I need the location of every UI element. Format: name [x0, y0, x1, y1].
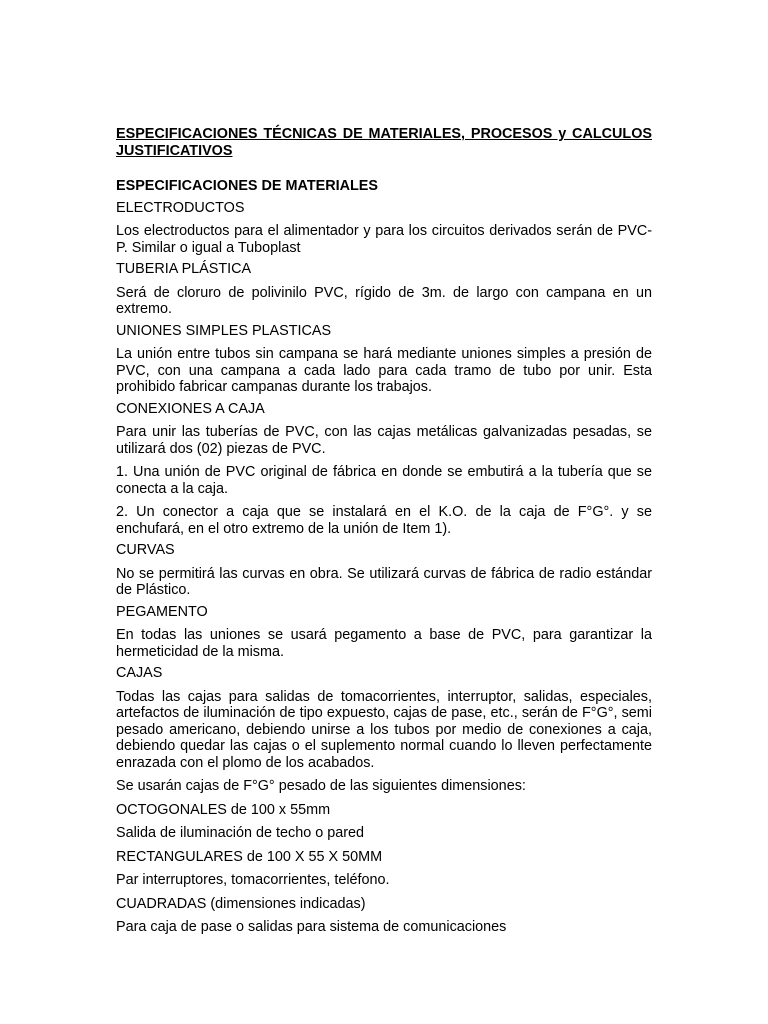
body-line: RECTANGULARES de 100 X 55 X 50MM — [116, 848, 383, 865]
section-heading: PEGAMENTO — [116, 603, 208, 620]
body-line: Par interruptores, tomacorrientes, teléfono. — [116, 872, 390, 888]
body-paragraph: En todas las uniones se usará pegamento a base de PVC, para garantizar la hermeticidad de la misma. — [116, 627, 652, 660]
section-title: ESPECIFICACIONES DE MATERIALES — [116, 178, 378, 194]
section-heading: UNIONES SIMPLES PLASTICAS — [116, 322, 332, 339]
document-body — [116, 126, 652, 936]
section-heading: TUBERIA PLÁSTICA — [116, 261, 252, 277]
document-blocks — [116, 200, 652, 936]
document-title: ESPECIFICACIONES TÉCNICAS DE MATERIALES, PROCESOS y CALCULOS JUSTIFICATIVOS — [116, 126, 652, 159]
body-line: Salida de iluminación de techo o pared — [116, 825, 365, 841]
body-line: Se usarán cajas de F°G° pesado de las siguientes dimensiones: — [116, 778, 526, 794]
section-heading: ELECTRODUCTOS — [116, 199, 245, 216]
body-line: CUADRADAS (dimensiones indicadas) — [116, 895, 366, 912]
body-line: Para caja de pase o salidas para sistema de comunicaciones — [116, 919, 507, 935]
section-heading: CAJAS — [116, 665, 163, 681]
body-paragraph: La unión entre tubos sin campana se hará mediante uniones simples a presión de PVC, con una campana a cada lado para cada tramo de tubo por unir. Esta prohibido fabricar campanas durante los trabajos. — [116, 346, 652, 395]
body-paragraph: No se permitirá las curvas en obra. Se utilizará curvas de fábrica de radio estándar de Plástico. — [116, 565, 652, 598]
body-paragraph: Será de cloruro de polivinilo PVC, rígido de 3m. de largo con campana en un extremo. — [116, 284, 652, 317]
section-heading: CONEXIONES A CAJA — [116, 400, 265, 417]
body-paragraph: Los electroductos para el alimentador y para los circuitos derivados serán de PVC-P. Similar o igual a Tuboplast — [116, 223, 652, 256]
body-paragraph: 1. Una unión de PVC original de fábrica en donde se embutirá a la tubería que se conecta a la caja. — [116, 464, 652, 497]
body-paragraph: Para unir las tuberías de PVC, con las cajas metálicas galvanizadas pesadas, se utilizará dos (02) piezas de PVC. — [116, 424, 652, 457]
body-paragraph: Todas las cajas para salidas de tomacorrientes, interruptor, salidas, especiales, artefactos de iluminación de tipo expuesto, cajas de pase, etc., serán de F°G°, semi pesado americano, debiendo unirse a los tubos por medio de conexiones a caja, debiendo quedar las cajas o el suplemento normal cuando lo lleven perfectamente enrazada con el plomo de los acabados. — [116, 688, 652, 771]
section-heading: CURVAS — [116, 542, 175, 558]
body-line: OCTOGONALES de 100 x 55mm — [116, 801, 331, 818]
body-paragraph: 2. Un conector a caja que se instalará en el K.O. de la caja de F°G°. y se enchufará, en el otro extremo de la unión de Item 1). — [116, 504, 652, 537]
